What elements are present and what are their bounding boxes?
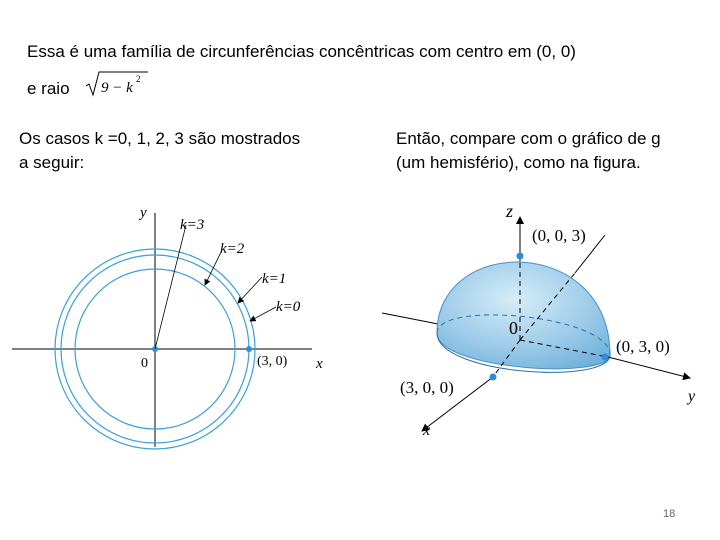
right-caption-line-1: Então, compare com o gráfico de g — [396, 129, 661, 148]
k3-pointer — [155, 225, 186, 349]
left-point-label: (3, 0, 0) — [400, 378, 454, 397]
k1-pointer — [238, 277, 262, 303]
radius-formula — [86, 69, 150, 99]
top-point-label: (0, 0, 3) — [532, 226, 586, 245]
right-caption — [396, 127, 661, 175]
y-axis-label: y — [688, 388, 696, 405]
point-3-0-label: (3, 0) — [257, 354, 288, 369]
x-axis-label: x — [316, 356, 323, 372]
radical-expression: 9 − k — [101, 80, 133, 96]
left-caption-line-2: a seguir: — [19, 153, 85, 172]
x-axis-label: x — [423, 422, 431, 439]
k3-label: k=3 — [180, 217, 205, 233]
y-axis — [608, 357, 690, 378]
k1-label: k=1 — [262, 271, 287, 287]
left-caption-line-1: Os casos k =0, 1, 2, 3 são mostrados — [19, 129, 301, 148]
radical-exponent: 2 — [136, 74, 141, 84]
left-caption — [19, 127, 300, 175]
right-caption-line-2: (um hemisfério), como na figura. — [396, 153, 641, 172]
point-3-0 — [246, 346, 252, 352]
point-0-3-0 — [602, 354, 609, 361]
point-0-0-3 — [517, 253, 524, 260]
heading-line-2: e raio — [27, 79, 70, 98]
point-3-0-0 — [490, 374, 497, 381]
k0-pointer — [250, 307, 276, 321]
heading-line-1: Essa é uma família de circunferências concêntricas com centro em (0, 0) — [27, 42, 576, 61]
y-axis-label: y — [140, 205, 147, 221]
k0-label: k=0 — [276, 299, 301, 315]
concentric-circles-figure — [0, 195, 370, 455]
origin-label: 0 — [509, 318, 518, 338]
origin-label: 0 — [141, 356, 148, 371]
page-number: 18 — [663, 508, 676, 520]
hemisphere-figure — [370, 195, 720, 445]
k2-label: k=2 — [220, 241, 245, 257]
right-point-label: (0, 3, 0) — [616, 337, 670, 356]
z-axis-label: z — [506, 201, 514, 221]
